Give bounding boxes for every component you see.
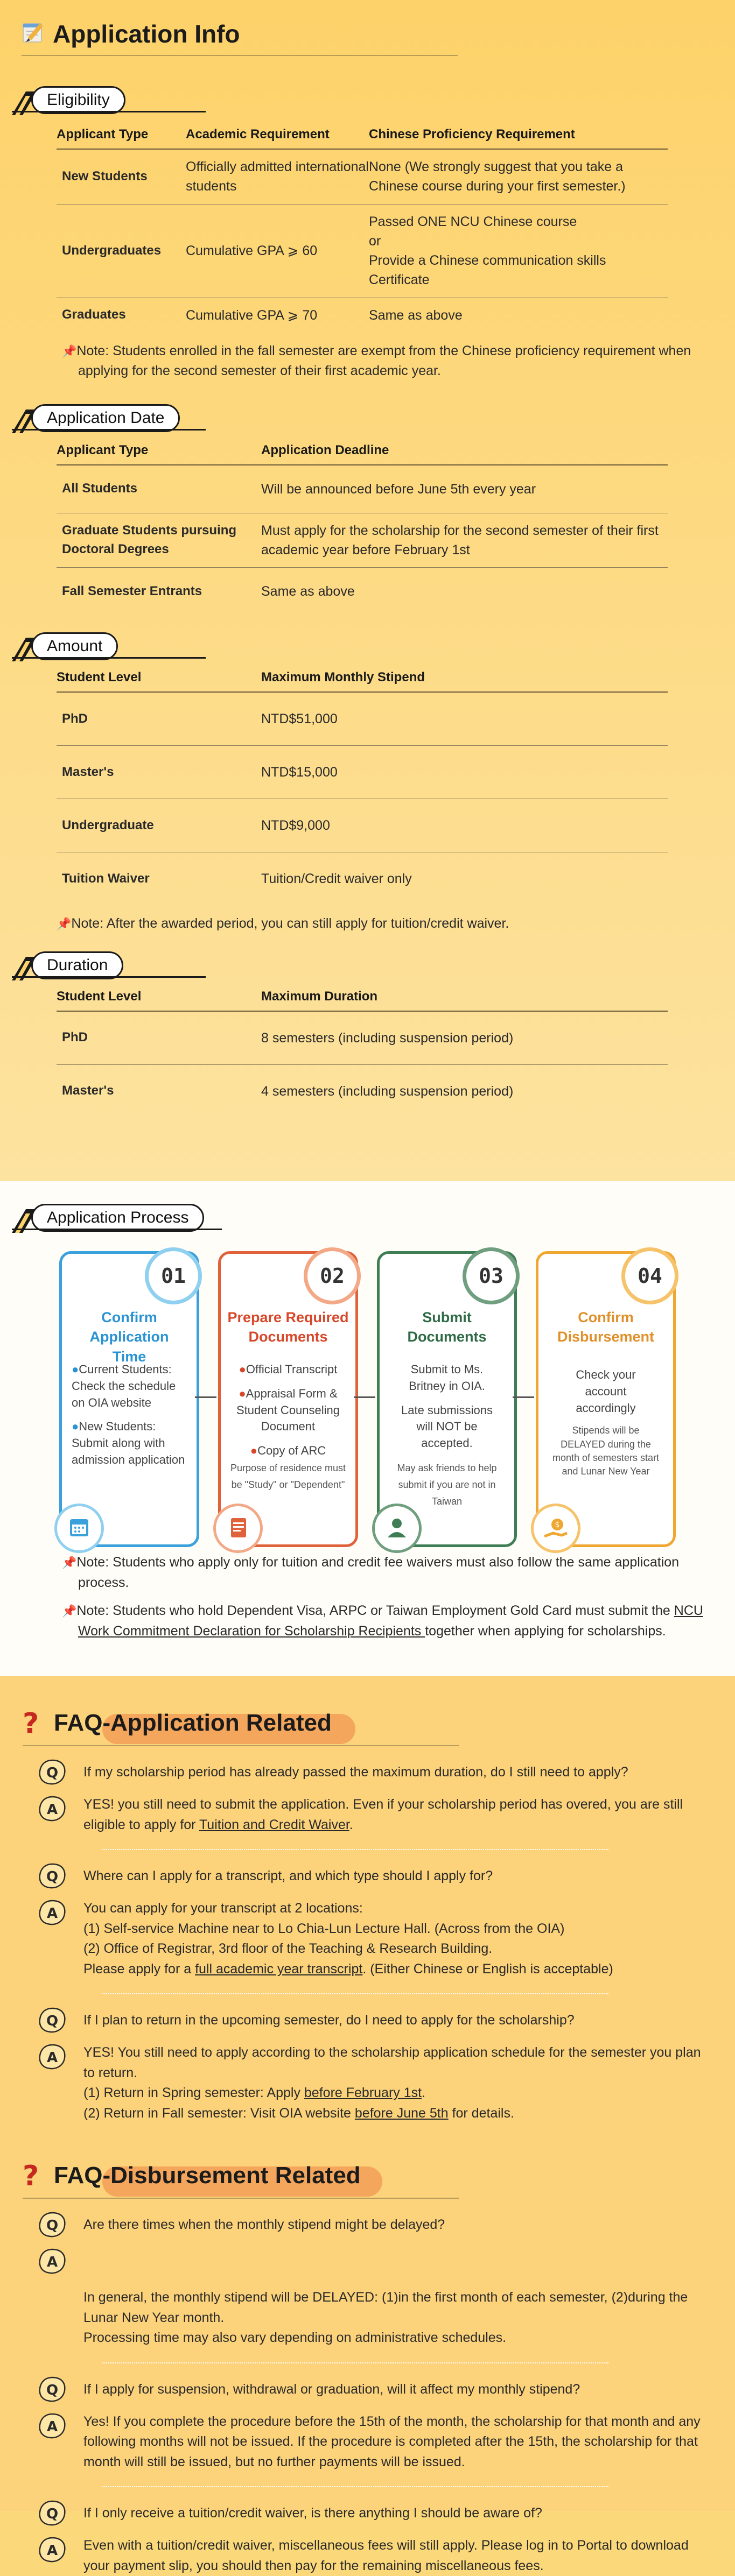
step-line: Submit to Ms. Britney in OIA. (409, 1363, 485, 1393)
pushpin-icon: 📌 (62, 344, 77, 358)
chinese-cell: Same as above (369, 307, 463, 323)
answer-text: Yes! If you complete the procedure before the 15th of the month, the scholarship for that month and any following months will not be issued. If the procedure is completed after the 15th, the scholarship for that month will still be issued, but no further payments will be issued. (83, 2413, 701, 2469)
dotted-divider (102, 2486, 608, 2487)
question-text: If I apply for suspension, withdrawal or graduation, will it affect my monthly stipend? (83, 2381, 580, 2397)
answer-line: (2) Office of Registrar, 3rd floor of the Teaching & Research Building. (83, 1941, 493, 1956)
step-line: ●New Students: Submit along with admission application (72, 1420, 185, 1466)
note-text: Note: Students who hold Dependent Visa, ARPC or Taiwan Employment Gold Card must submit the (76, 1603, 674, 1618)
faq-section (0, 1676, 735, 2573)
faq-answer (38, 2536, 711, 2576)
table-header-row (57, 435, 668, 465)
svg-text:A: A (46, 2050, 58, 2066)
table-header-row (57, 982, 668, 1011)
eligibility-note (57, 341, 697, 382)
step-body (226, 1361, 350, 1493)
svg-text:$: $ (555, 1521, 560, 1529)
value-cell: 4 semesters (including suspension period) (261, 1083, 514, 1099)
faq-item (38, 2211, 711, 2576)
faq-answer (38, 1899, 711, 1979)
process-heading-block (0, 1197, 269, 1232)
faq-disbursement-heading-block (0, 2150, 735, 2199)
note-text: Note: Students enrolled in the fall semester are exempt from the Chinese proficiency requirement when applying for the second semester of their first academic year. (76, 343, 691, 379)
step-body (385, 1361, 509, 1509)
column-header: Applicant Type (57, 435, 261, 465)
answer-line: (1) Return in Spring semester: Apply before February 1st. (83, 2085, 426, 2100)
svg-text:A: A (46, 1905, 58, 1922)
value-cell: NTD$9,000 (261, 799, 668, 852)
process-step (377, 1251, 517, 1547)
applicant-type-cell: All Students (57, 465, 261, 513)
note-text: Note: Students who apply only for tuition and credit fee waivers must also follow the same application process. (76, 1555, 680, 1590)
amount-note (57, 914, 676, 934)
table-row (57, 513, 668, 568)
applicant-type-cell: New Students (57, 149, 186, 204)
deadline-cell: Will be announced before June 5th every year (261, 465, 668, 513)
faq-question (38, 1758, 711, 1786)
title-divider (22, 55, 458, 56)
table-row (57, 1064, 668, 1118)
table-row (57, 204, 668, 298)
process-step (59, 1251, 199, 1547)
application-date-heading-block (0, 398, 735, 432)
process-step (218, 1251, 358, 1547)
notepad-pencil-icon (22, 20, 45, 44)
faq-question (38, 2211, 711, 2239)
work-commitment-declaration-link[interactable]: NCU Work Commitment Declaration for Scholarship Recipients (78, 1603, 703, 1639)
table-row (57, 1011, 668, 1065)
a-badge-icon (38, 2537, 67, 2564)
table-row (57, 799, 668, 852)
level-cell: Master's (57, 746, 261, 799)
applicant-type-cell: Graduates (62, 307, 126, 322)
svg-text:A: A (46, 2254, 58, 2270)
level-cell: PhD (57, 692, 261, 746)
svg-text:Q: Q (46, 2218, 59, 2234)
duration-table (57, 982, 668, 1118)
table-row (57, 692, 668, 746)
heading-underline (23, 1745, 459, 1746)
calendar-icon (54, 1504, 104, 1553)
svg-text:Q: Q (46, 2382, 59, 2398)
faq-item (38, 1758, 711, 2123)
column-header: Academic Requirement (186, 119, 369, 149)
step-line: ●Appraisal Form & Student Counseling Document (236, 1386, 340, 1434)
step-small-note: Stipends will be DELAYED during the month of semesters start and Lunar New Year (552, 1425, 660, 1477)
note-text: together when applying for scholarships. (425, 1623, 666, 1639)
user-upload-icon (372, 1504, 422, 1553)
step-body (544, 1367, 668, 1478)
step-line: Check your account accordingly (576, 1368, 636, 1415)
svg-text:A: A (46, 1802, 58, 1818)
step-body (67, 1361, 191, 1476)
before-february-link[interactable]: before February 1st (304, 2085, 422, 2100)
value-cell: NTD$51,000 (261, 692, 668, 746)
pushpin-icon: 📌 (62, 1556, 77, 1569)
table-header-row (57, 662, 668, 692)
applicant-type-cell: Undergraduates (57, 204, 186, 298)
process-step (536, 1251, 676, 1547)
process-heading: Application Process (31, 1204, 204, 1232)
faq-question (38, 2006, 711, 2034)
a-badge-icon (38, 1796, 67, 1823)
value-cell: NTD$15,000 (261, 746, 668, 799)
faq-answer (38, 2043, 711, 2123)
level-cell: Tuition Waiver (62, 871, 150, 886)
pushpin-icon: 📌 (62, 1604, 77, 1618)
answer-line: Please apply for a full academic year transcript. (Either Chinese or English is acceptable) (83, 1961, 613, 1977)
column-header: Student Level (57, 982, 261, 1011)
step-small-note: May ask friends to help submit if you are not in Taiwan (397, 1462, 497, 1507)
answer-line: YES! You still need to apply according to the scholarship application schedule for the semester you plan to return. (83, 2045, 701, 2080)
faq-answer (38, 2247, 711, 2348)
question-text: Are there times when the monthly stipend might be delayed? (83, 2217, 445, 2232)
answer-line: (1) Self-service Machine near to Lo Chia-Lun Lecture Hall. (Across from the OIA) (83, 1921, 565, 1936)
heading-underline (12, 976, 206, 978)
q-badge-icon (38, 2007, 67, 2034)
table-row (57, 746, 668, 799)
amount-heading: Amount (31, 632, 118, 660)
question-text: If I plan to return in the upcoming semester, do I need to apply for the scholarship? (83, 2013, 575, 2028)
value-cell: 8 semesters (including suspension period) (261, 1011, 668, 1065)
a-badge-icon (38, 2248, 67, 2275)
answer-text: . (349, 1817, 353, 1832)
dotted-divider (102, 1993, 608, 1994)
answer-text: In general, the monthly stipend will be DELAYED: (1)in the first month of each semester, (2)during the Lunar New Year month. Processing time may also vary depending on administrative schedules. (83, 2290, 688, 2345)
deadline-cell: Must apply for the scholarship for the second semester of their first academic year before February 1st (261, 513, 668, 568)
step-line: ●Official Transcript (239, 1363, 338, 1376)
note-text: Note: After the awarded period, you can still apply for tuition/credit waiver. (71, 916, 509, 931)
table-row (57, 465, 668, 513)
question-text: If my scholarship period has already passed the maximum duration, do I still need to apply? (83, 1765, 628, 1780)
application-date-table (57, 435, 668, 616)
step-number: 04 (621, 1247, 678, 1304)
heading-underline (12, 1229, 222, 1230)
amount-table (57, 662, 668, 905)
faq-application-heading: FAQ-Application Related (54, 1710, 332, 1736)
step-title: Confirm Disbursement (557, 1309, 655, 1345)
eligibility-table (57, 119, 668, 333)
a-badge-icon (38, 1900, 67, 1926)
svg-text:Q: Q (46, 1869, 59, 1885)
column-header: Application Deadline (261, 435, 668, 465)
eligibility-heading-block (0, 80, 735, 114)
pushpin-icon: 📌 (57, 917, 72, 931)
faq-question (38, 2375, 711, 2403)
step-title: Submit Documents (407, 1309, 487, 1345)
table-row (57, 852, 668, 906)
deadline-cell: Same as above (261, 584, 355, 599)
a-badge-icon (38, 2413, 67, 2440)
page-title: Application Info (53, 20, 240, 48)
application-date-heading: Application Date (31, 404, 180, 432)
faq-disbursement-heading: FAQ-Disbursement Related (54, 2162, 361, 2189)
process-note-2 (57, 1601, 708, 1641)
applicant-type-cell: Fall Semester Entrants (62, 583, 202, 598)
tuition-credit-waiver-link[interactable]: Tuition and Credit Waiver (199, 1817, 349, 1832)
faq-answer (38, 1795, 711, 1835)
question-text: If I only receive a tuition/credit waiver, is there anything I should be aware of? (83, 2506, 542, 2521)
application-process-section (0, 1181, 735, 1676)
step-title: Prepare Required Documents (227, 1309, 349, 1345)
page-title-block (0, 0, 735, 54)
process-note-1 (57, 1552, 708, 1593)
chinese-cell: None (We strongly suggest that you take a Chinese course during your first semester.) (369, 149, 668, 204)
academic-cell: Cumulative GPA ⩾ 70 (186, 307, 318, 323)
dotted-divider (102, 2362, 608, 2363)
level-cell: Undergraduate (57, 799, 261, 852)
duration-heading: Duration (31, 951, 123, 979)
svg-text:A: A (46, 2543, 58, 2559)
step-line: ●Copy of ARC (250, 1444, 326, 1458)
step-number: 01 (145, 1247, 202, 1304)
svg-text:Q: Q (46, 2506, 59, 2522)
duration-heading-block (0, 945, 735, 979)
process-steps (59, 1251, 678, 1552)
faq-application-heading-block (0, 1698, 735, 1746)
academic-cell: Officially admitted international students (186, 149, 369, 204)
step-line: Late submissions will NOT be accepted. (401, 1403, 493, 1450)
step-connector (513, 1396, 534, 1398)
value-cell: Tuition/Credit waiver only (261, 871, 412, 887)
step-small-note: Purpose of residence must be "Study" or "Dependent" (230, 1462, 346, 1490)
coin-hand-icon (531, 1504, 580, 1553)
answer-line: You can apply for your transcript at 2 locations: (83, 1901, 363, 1916)
answer-line: (2) Return in Fall semester: Visit OIA website before June 5th for details. (83, 2105, 514, 2121)
answer-text: Even with a tuition/credit waiver, miscellaneous fees will still apply. Please log in to Portal to download your payment slip, you should then pay for the remaining miscellaneous fees. (83, 2538, 689, 2573)
level-cell: PhD (57, 1011, 261, 1065)
full-transcript-link[interactable]: full academic year transcript (195, 1961, 363, 1977)
step-title: Confirm Application Time (89, 1309, 169, 1365)
answer-text: YES! you still need to submit the application. Even if your scholarship period has overed, you are still eligible to apply for (83, 1797, 683, 1832)
amount-heading-block (0, 626, 735, 660)
question-mark-icon: ? (23, 2160, 39, 2192)
heading-underline (12, 657, 206, 659)
faq-question (38, 1862, 711, 1890)
step-connector (354, 1396, 375, 1398)
svg-text:A: A (46, 2418, 58, 2435)
before-june-link[interactable]: before June 5th (354, 2105, 449, 2121)
column-header: Maximum Monthly Stipend (261, 662, 668, 692)
heading-underline (23, 2198, 459, 2199)
academic-cell: Cumulative GPA ⩾ 60 (186, 204, 369, 298)
svg-text:Q: Q (46, 1765, 59, 1781)
step-connector (195, 1396, 216, 1398)
step-number: 02 (304, 1247, 361, 1304)
q-badge-icon (38, 1759, 67, 1786)
chinese-cell: Passed ONE NCU Chinese course or Provide a Chinese communication skills Certificate (369, 204, 668, 298)
applicant-type-cell: Graduate Students pursuing Doctoral Degrees (57, 513, 261, 568)
a-badge-icon (38, 2044, 67, 2071)
dotted-divider (102, 1849, 608, 1850)
q-badge-icon (38, 2376, 67, 2403)
column-header: Maximum Duration (261, 982, 668, 1011)
level-cell: Master's (62, 1083, 114, 1098)
svg-text:Q: Q (46, 2013, 59, 2029)
table-row (57, 149, 668, 204)
table-row (57, 298, 668, 333)
q-badge-icon (38, 1863, 67, 1890)
column-header: Student Level (57, 662, 261, 692)
document-icon (213, 1504, 263, 1553)
faq-answer (38, 2412, 711, 2473)
q-badge-icon (38, 2500, 67, 2527)
table-row (57, 568, 668, 616)
q-badge-icon (38, 2212, 67, 2239)
heading-underline (12, 429, 206, 430)
column-header: Chinese Proficiency Requirement (369, 119, 668, 149)
question-text: Where can I apply for a transcript, and which type should I apply for? (83, 1868, 493, 1883)
eligibility-heading: Eligibility (31, 86, 125, 114)
application-info-section (0, 0, 735, 1181)
table-header-row (57, 119, 668, 149)
step-number: 03 (463, 1247, 520, 1304)
step-line: ●Current Students: Check the schedule on OIA website (72, 1363, 176, 1409)
column-header: Applicant Type (57, 119, 186, 149)
faq-question (38, 2499, 711, 2527)
question-mark-icon: ? (23, 1707, 39, 1740)
heading-underline (12, 111, 206, 112)
